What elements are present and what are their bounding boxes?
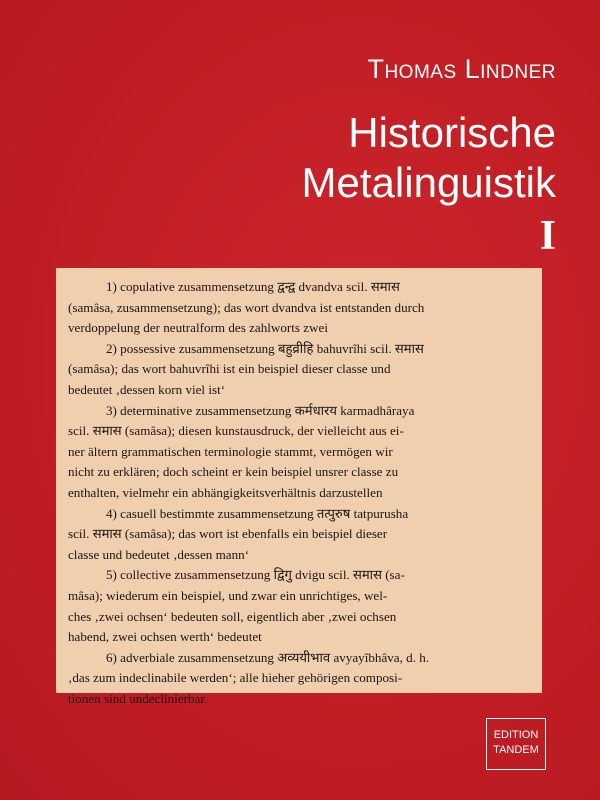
publisher-logo — [486, 718, 546, 770]
excerpt-line: ‚das zum indeclinabile werden‘; alle hieher gehörigen composi- — [68, 670, 403, 686]
excerpt-line: 2) possessive zusammensetzung बहुव्रीहि bahuvrîhi scil. समास — [106, 340, 424, 356]
excerpt-panel — [56, 268, 542, 706]
author-name: Thomas Lindner — [367, 54, 556, 84]
excerpt-line: tionen sind undeclinierbar. — [68, 690, 208, 706]
excerpt-line: 5) collective zusammensetzung द्विगु dvigu scil. समास (sa- — [106, 567, 405, 583]
title-line-2: Metalinguistik — [301, 159, 556, 206]
publisher-line-2: TANDEM — [493, 744, 539, 756]
excerpt-line: classe und bedeutet ‚dessen mann‘ — [68, 546, 250, 562]
title-line-1: Historische — [348, 109, 556, 156]
publisher-line-1: EDITION — [493, 729, 539, 741]
excerpt-line: (samâsa, zusammensetzung); das wort dvandva ist entstanden durch — [68, 299, 425, 315]
excerpt-line: verdoppelung der neutralform des zahlworts zwei — [68, 320, 328, 336]
excerpt-line: 6) adverbiale zusammensetzung अव्ययीभाव avyayîbhâva, d. h. — [106, 649, 430, 665]
excerpt-line: enthalten, vielmehr ein abhängigkeitsverhältnis darzustellen — [68, 484, 383, 500]
excerpt-line: ches ‚zwei ochsen‘ bedeuten soll, eigentlich aber ‚zwei ochsen — [68, 608, 397, 624]
excerpt-line: 1) copulative zusammensetzung द्वन्द्व dvandva scil. समास — [106, 279, 400, 294]
excerpt-line: bedeutet ‚dessen korn viel ist‘ — [68, 381, 226, 397]
excerpt-line: mâsa); wiederum ein beispiel, und zwar ein unrichtiges, wel- — [68, 587, 388, 603]
book-title — [302, 108, 556, 208]
excerpt-line: habend, zwei ochsen werth‘ bedeutet — [68, 629, 262, 645]
excerpt-line: ner ältern grammatischen terminologie stammt, vermögen wir — [68, 443, 393, 459]
excerpt-line: scil. समास (samâsa); diesen kunstausdruck, der vielleicht aus ei- — [68, 423, 404, 439]
excerpt-line: nicht zu erklären; doch scheint er kein beispiel unsrer classe zu — [68, 464, 399, 480]
excerpt-line: 3) determinative zusammensetzung कर्मधारय karmadhâraya — [106, 402, 415, 418]
excerpt-line: (samâsa); das wort bahuvrîhi ist ein beispiel dieser classe und — [68, 361, 391, 377]
excerpt-line: scil. समास (samâsa); das wort ist ebenfalls ein beispiel dieser — [68, 526, 388, 542]
excerpt-line: 4) casuell bestimmte zusammensetzung तत्पुरुष tatpurusha — [106, 505, 409, 521]
volume-number: I — [539, 213, 556, 259]
